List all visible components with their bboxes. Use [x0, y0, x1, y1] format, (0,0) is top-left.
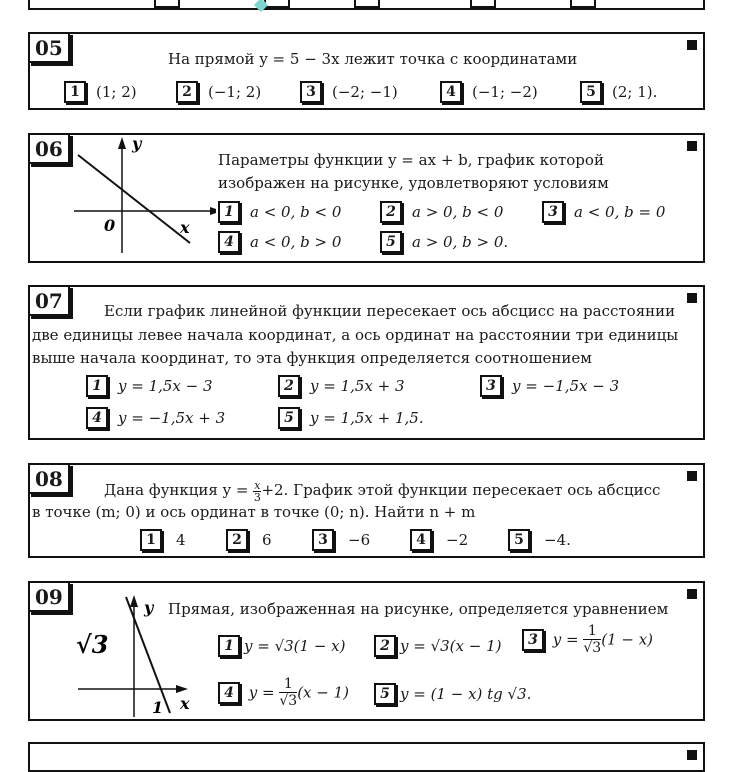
option-3[interactable] [300, 81, 398, 103]
option-2[interactable] [226, 529, 272, 551]
option-4[interactable] [218, 231, 341, 253]
option-1[interactable] [64, 81, 137, 103]
option-number-box: 5 [380, 231, 402, 253]
origin-label: 0 [104, 216, 116, 235]
fraction [279, 676, 297, 709]
option-number-box: 3 [522, 629, 544, 651]
option-text: y = 1,5x + 3 [310, 377, 405, 395]
option-text: (1; 2) [96, 83, 137, 101]
option-text: −2 [446, 531, 469, 549]
option-number-box: 1 [140, 529, 162, 551]
card-partial-top [28, 0, 705, 10]
option-text: −6 [348, 531, 371, 549]
option-number-box: 5 [580, 81, 602, 103]
option-4[interactable] [86, 407, 225, 429]
option-number-box: 1 [218, 201, 240, 223]
corner-marker [687, 471, 697, 481]
fraction-numerator: 1 [279, 676, 297, 693]
option-2[interactable] [374, 635, 502, 657]
question-06 [28, 133, 705, 263]
option-number-box: 3 [542, 201, 564, 223]
graph-figure [66, 135, 216, 260]
corner-marker [687, 293, 697, 303]
question-07 [28, 285, 705, 440]
graph-line [78, 155, 190, 243]
question-number: 05 [28, 32, 70, 63]
option-text: a < 0, b = 0 [574, 203, 666, 221]
option-text: y = [248, 683, 275, 702]
fraction-numerator: 1 [583, 623, 601, 640]
option-number-box: 2 [176, 81, 198, 103]
option-3[interactable] [522, 623, 653, 656]
option-number-box: 4 [440, 81, 462, 103]
axis-x-label: x [180, 694, 190, 713]
card-partial-bottom [28, 742, 705, 772]
question-text-line1 [104, 479, 660, 503]
option-text: (−1; 2) [208, 83, 262, 101]
option-text: y = −1,5x + 3 [118, 409, 226, 427]
option-text: y = [552, 630, 579, 649]
option-text: y = (1 − x) tg √3. [400, 685, 532, 703]
option-text: y = √3(1 − x) [244, 637, 346, 655]
option-text-tail: (x − 1) [297, 683, 350, 702]
fraction [583, 623, 601, 656]
question-text: Прямая, изображенная на рисунке, определяется уравнением [168, 600, 669, 618]
axis-y-label: y [132, 135, 142, 153]
option-text: (2; 1). [612, 83, 658, 101]
option-text-tail: (1 − x) [601, 630, 654, 649]
option-5[interactable] [508, 529, 571, 551]
question-text-line2: в точке (m; 0) и ось ординат в точке (0; n). Найти n + m [32, 503, 476, 521]
question-09 [28, 581, 705, 721]
corner-marker [687, 141, 697, 151]
option-text: a > 0, b > 0. [412, 233, 509, 251]
partial-box-5 [570, 0, 596, 8]
option-5[interactable] [278, 407, 424, 429]
option-number-box: 1 [86, 375, 108, 397]
x-intercept-label: 1 [152, 698, 164, 717]
partial-box-1 [154, 0, 180, 8]
question-text-line1: Если график линейной функции пересекает ось абсцисс на расстоянии [104, 302, 676, 320]
question-number: 07 [28, 285, 70, 316]
fraction-denominator: 3 [253, 490, 261, 504]
fraction-denominator: √3 [279, 693, 298, 709]
option-text: a < 0, b > 0 [250, 233, 342, 251]
option-text: 4 [176, 531, 186, 549]
question-05 [28, 32, 705, 110]
option-number-box: 5 [278, 407, 300, 429]
text-part-b: +2. График этой функции пересекает ось абсцисс [261, 481, 661, 499]
option-5[interactable] [380, 231, 508, 253]
option-1[interactable] [140, 529, 186, 551]
question-text-line2: изображен на рисунке, удовлетворяют условиям [218, 174, 609, 192]
option-number-box: 2 [380, 201, 402, 223]
option-number-box: 4 [410, 529, 432, 551]
option-1[interactable] [218, 201, 341, 223]
question-08 [28, 463, 705, 558]
option-4[interactable] [410, 529, 468, 551]
question-text-line2: две единицы левее начала координат, а ось ординат на расстоянии три единицы [32, 326, 679, 344]
fraction-numerator: x [254, 478, 261, 492]
partial-box-4 [470, 0, 496, 8]
option-number-box: 2 [374, 635, 396, 657]
fraction-denominator: √3 [583, 640, 602, 656]
option-text: y = √3(x − 1) [400, 637, 502, 655]
option-number-box: 5 [508, 529, 530, 551]
corner-marker [687, 40, 697, 50]
option-text: y = 1,5x + 1,5. [310, 409, 424, 427]
option-number-box: 3 [312, 529, 334, 551]
axis-y-label: y [144, 598, 154, 617]
option-text: a > 0, b < 0 [412, 203, 504, 221]
option-number-box: 5 [374, 683, 396, 705]
option-4[interactable] [440, 81, 538, 103]
question-number: 06 [28, 133, 70, 164]
option-text: (−2; −1) [332, 83, 398, 101]
option-number-box: 4 [86, 407, 108, 429]
option-number-box: 4 [218, 682, 240, 704]
question-text-line3: выше начала координат, то эта функция определяется соотношением [32, 349, 592, 367]
option-5[interactable] [374, 683, 531, 705]
option-5[interactable] [580, 81, 657, 103]
option-3[interactable] [542, 201, 665, 223]
y-intercept-label: √3 [76, 630, 109, 659]
option-3[interactable] [312, 529, 370, 551]
option-text: y = −1,5x − 3 [512, 377, 620, 395]
option-1[interactable] [218, 635, 346, 657]
option-number-box: 1 [218, 635, 240, 657]
question-number: 08 [28, 463, 70, 494]
option-number-box: 1 [64, 81, 86, 103]
option-text: y = 1,5x − 3 [118, 377, 213, 395]
partial-box-3 [354, 0, 380, 8]
option-text: (−1; −2) [472, 83, 538, 101]
question-text-line1: Параметры функции y = ax + b, график которой [218, 151, 604, 169]
option-text: 6 [262, 531, 272, 549]
corner-marker [687, 750, 697, 760]
option-number-box: 2 [226, 529, 248, 551]
corner-marker [687, 589, 697, 599]
option-number-box: 3 [300, 81, 322, 103]
question-text: На прямой y = 5 − 3x лежит точка с координатами [168, 50, 578, 68]
option-2[interactable] [380, 201, 503, 223]
option-2[interactable] [176, 81, 261, 103]
option-1[interactable] [86, 375, 213, 397]
option-4[interactable] [218, 676, 349, 709]
text-part-a: Дана функция y = [104, 481, 249, 499]
option-number-box: 4 [218, 231, 240, 253]
option-number-box: 3 [480, 375, 502, 397]
option-text: a < 0, b < 0 [250, 203, 342, 221]
question-number: 09 [28, 581, 70, 612]
option-number-box: 2 [278, 375, 300, 397]
option-3[interactable] [480, 375, 619, 397]
option-2[interactable] [278, 375, 405, 397]
axis-x-label: x [180, 218, 190, 237]
option-text: −4. [544, 531, 571, 549]
